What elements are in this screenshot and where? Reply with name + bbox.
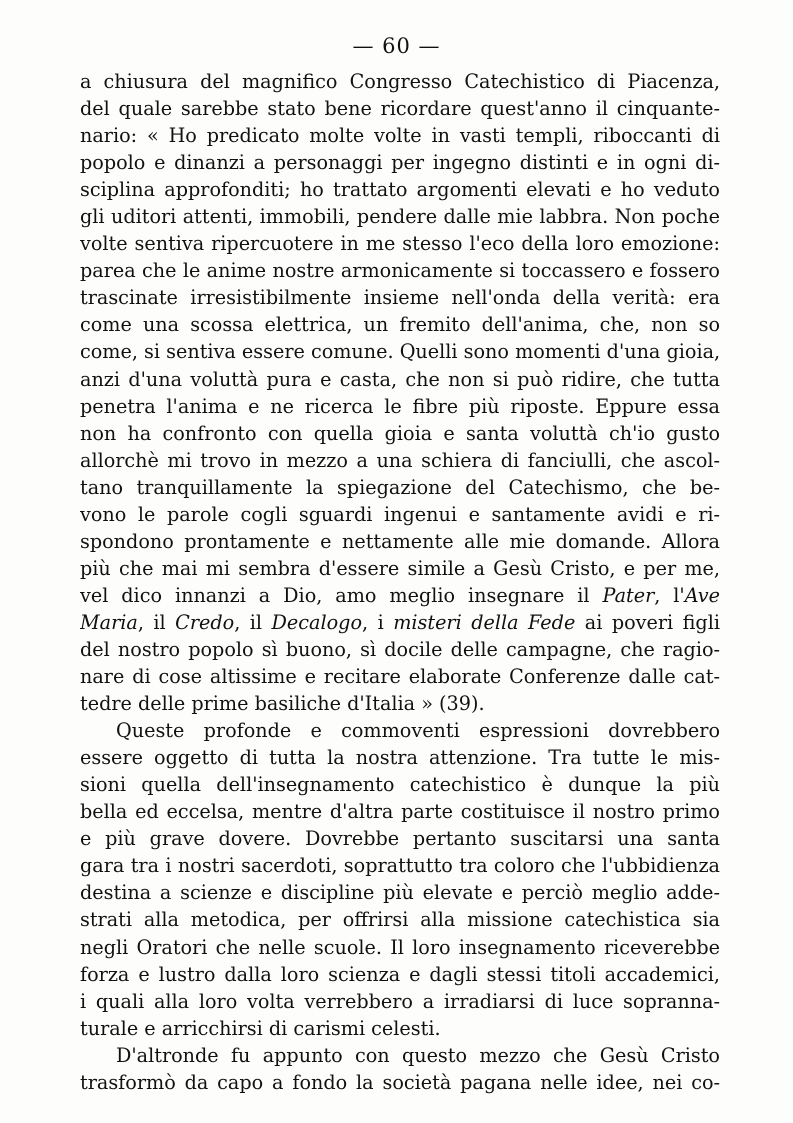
text-line: essere oggetto di tutta la nostra attenzione. Tra tutte le mis- [80, 746, 720, 770]
text-line: nare di cose altissime e recitare elaborate Conferenze dalle cat- [80, 665, 720, 689]
text-line: allorchè mi trovo in mezzo a una schiera di fanciulli, che ascol- [80, 448, 720, 472]
text-line: trasformò da capo a fondo la società pagana nelle idee, nei co- [80, 1070, 720, 1094]
text-line: spondono prontamente e nettamente alle mie domande. Allora [80, 529, 720, 553]
text-line: tano tranquillamente la spiegazione del Catechismo, che be- [80, 475, 720, 499]
text-line: destina a scienze e discipline più elevate e perciò meglio adde- [80, 881, 720, 905]
text-line: e più grave dovere. Dovrebbe pertanto suscitarsi una santa [80, 827, 720, 851]
text-line: volte sentiva ripercuotere in me stesso l'eco della loro emozione: [80, 232, 720, 256]
text-line: penetra l'anima e ne ricerca le fibre più riposte. Eppure essa [80, 394, 720, 418]
text-line: popolo e dinanzi a personaggi per ingegno distinti e in ogni di- [80, 151, 720, 175]
text-line: tedre delle prime basiliche d'Italia » (39). [80, 692, 485, 716]
text-line: vono le parole cogli sguardi ingenui e santamente avidi e ri- [80, 502, 720, 526]
text-line: trascinate irresistibilmente insieme nell'onda della verità: era [80, 286, 720, 310]
text-line: anzi d'una voluttà pura e casta, che non si può ridire, che tutta [80, 367, 720, 391]
text-line: vel dico innanzi a Dio, amo meglio insegnare il Pater, l'Ave [80, 583, 720, 607]
text-line: parea che le anime nostre armonicamente si toccassero e fossero [80, 259, 720, 283]
text-line: sciplina approfonditi; ho trattato argomenti elevati e ho veduto [80, 178, 720, 202]
text-line: forza e lustro dalla loro scienza e dagli stessi titoli accademici, [80, 962, 720, 986]
text-line: a chiusura del magnifico Congresso Catechistico di Piacenza, [80, 70, 720, 93]
text-line: non ha confronto con quella gioia e santa voluttà ch'io gusto [80, 421, 720, 445]
text-line: negli Oratori che nelle scuole. Il loro insegnamento riceverebbe [80, 935, 720, 959]
text-line: Queste profonde e commoventi espressioni dovrebbero [116, 719, 720, 743]
text-line: sioni quella dell'insegnamento catechistico è dunque la più [80, 773, 720, 797]
text-line: nario: « Ho predicato molte volte in vasti templi, riboccanti di [80, 124, 720, 148]
text-line: più che mai mi sembra d'essere simile a Gesù Cristo, e per me, [80, 556, 720, 580]
text-line: D'altronde fu appunto con questo mezzo che Gesù Cristo [116, 1043, 720, 1067]
text-line: gli uditori attenti, immobili, pendere dalle mie labbra. Non poche [80, 205, 720, 229]
text-line: bella ed eccelsa, mentre d'altra parte costituisce il nostro primo [80, 800, 720, 824]
text-line: del nostro popolo sì buono, sì docile delle campagne, che ragio- [80, 637, 720, 661]
text-line: strati alla metodica, per offrirsi alla missione catechistica sia [80, 908, 720, 932]
text-line: Maria, il Credo, il Decalogo, i misteri della Fede ai poveri figli [80, 610, 720, 634]
body-text [80, 68, 720, 1096]
text-line: del quale sarebbe stato bene ricordare quest'anno il cinquante- [80, 97, 720, 121]
text-line: gara tra i nostri sacerdoti, soprattutto tra coloro che l'ubbidienza [80, 854, 720, 878]
text-line: turale e arricchirsi di carismi celesti. [80, 1016, 441, 1040]
text-line: i quali alla loro volta verrebbero a irradiarsi di luce sopranna- [80, 989, 720, 1013]
text-line: come una scossa elettrica, un fremito dell'anima, che, non so [80, 313, 720, 337]
page-number: — 60 — [352, 34, 441, 58]
text-line: come, si sentiva essere comune. Quelli sono momenti d'una gioia, [80, 340, 720, 364]
